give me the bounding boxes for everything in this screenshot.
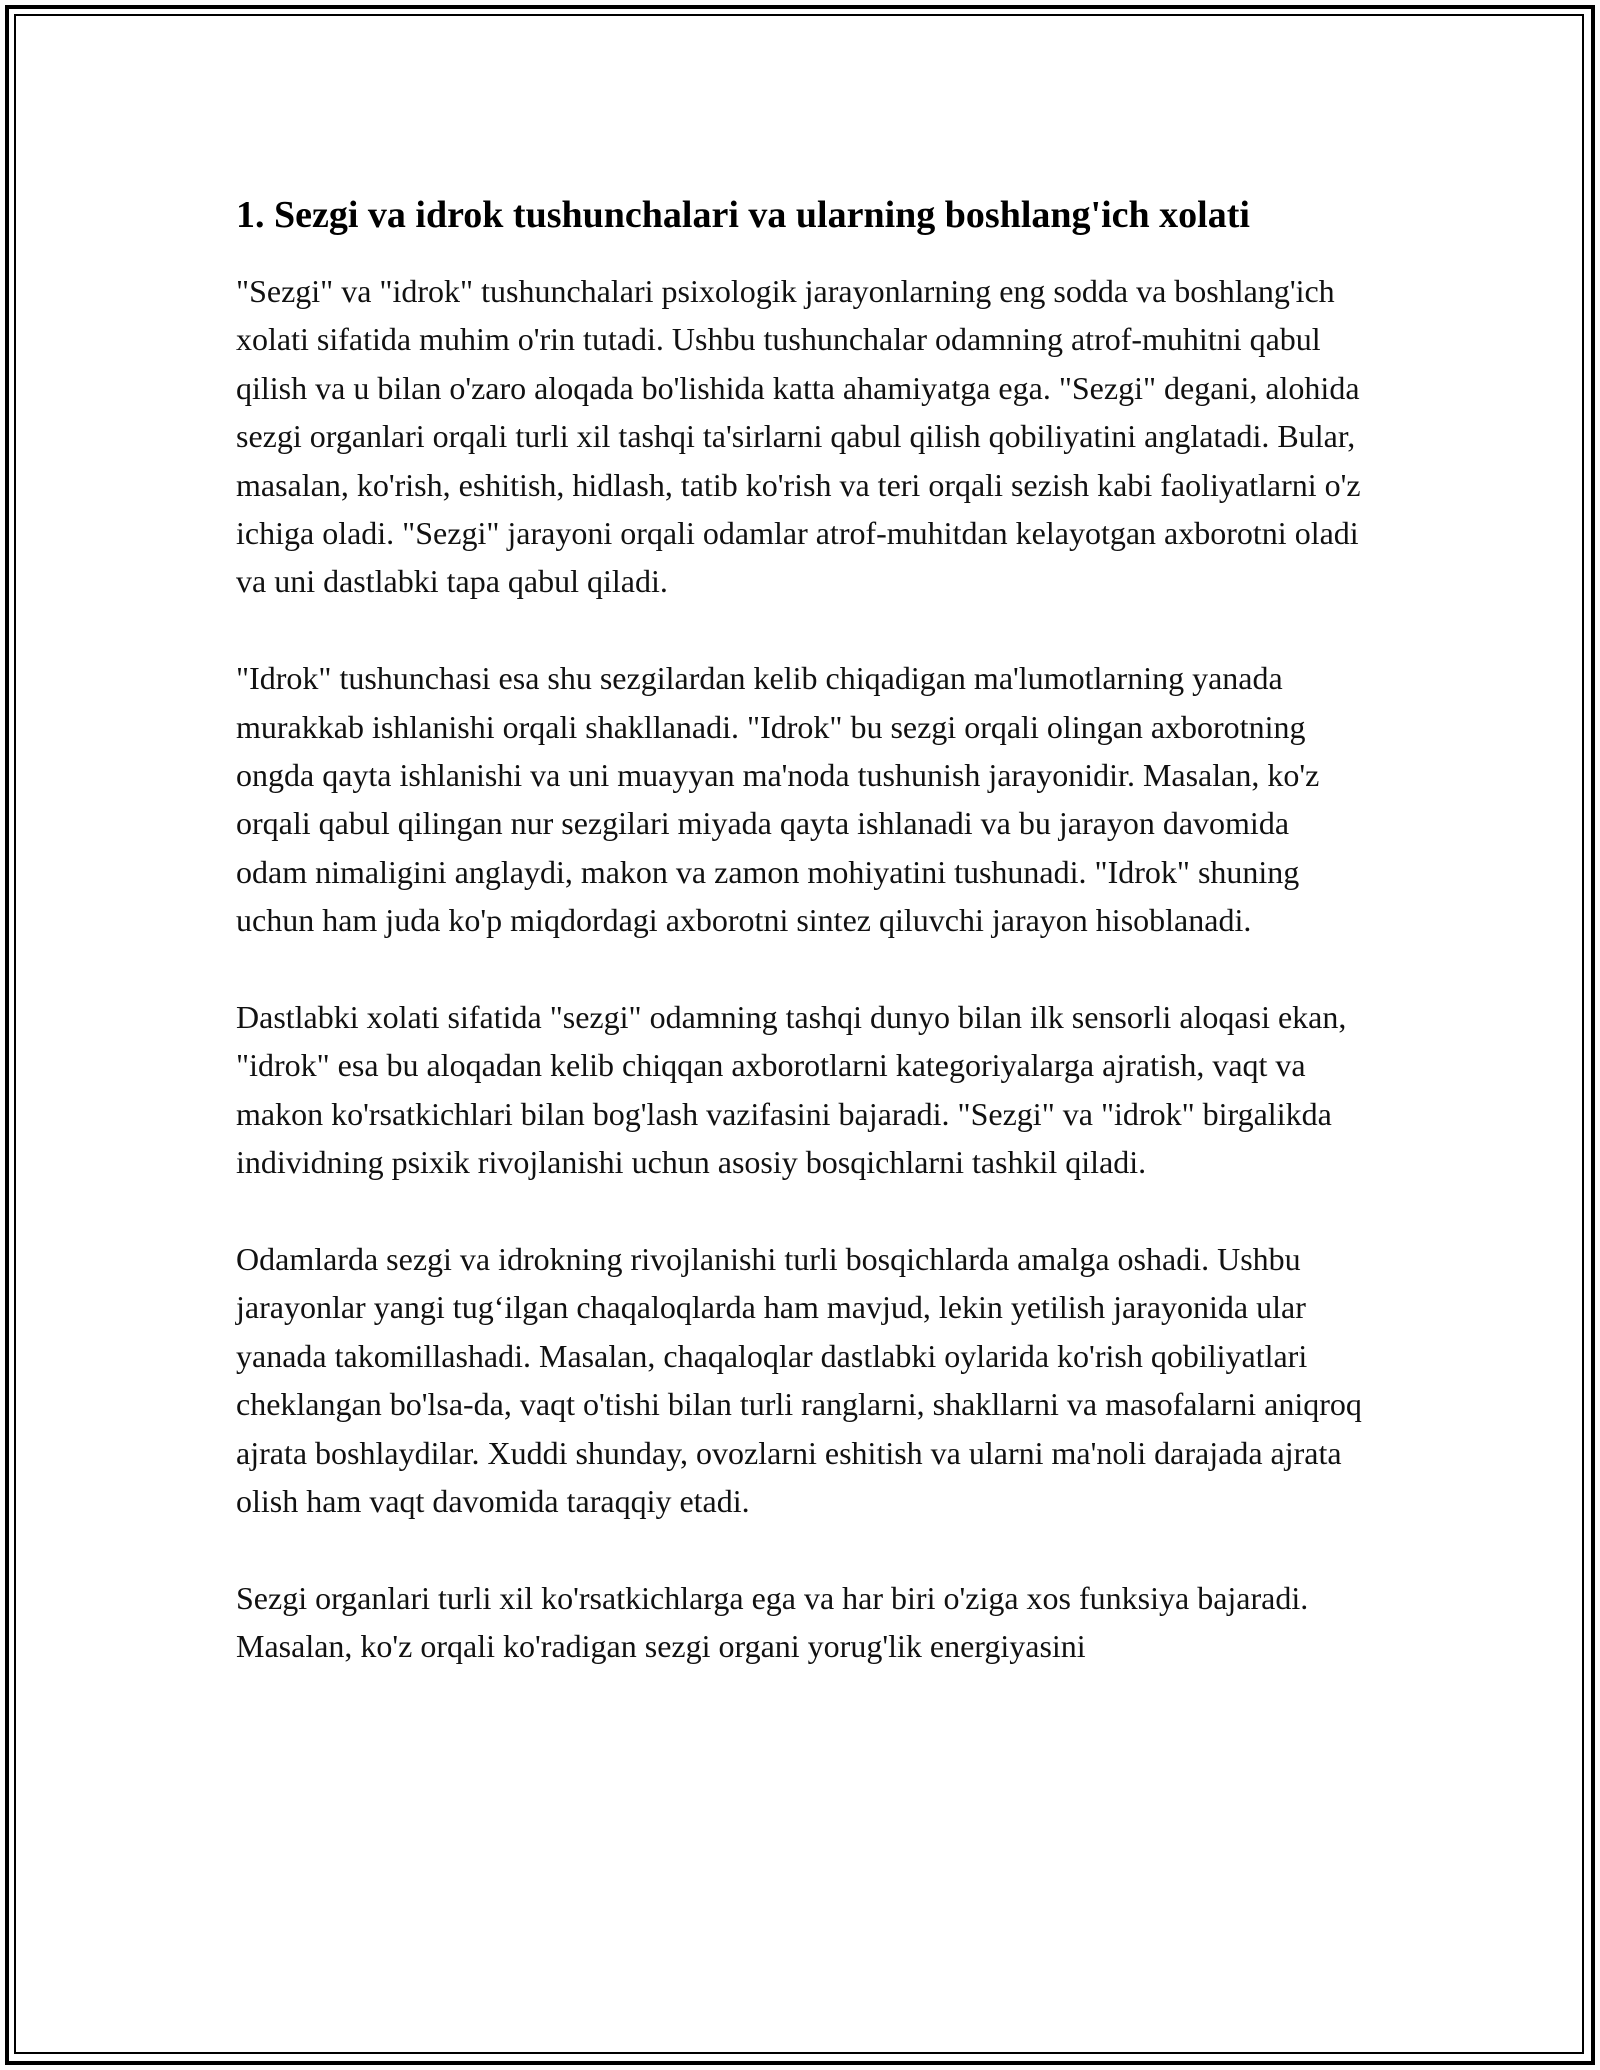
- paragraph-4: Odamlarda sezgi va idrokning rivojlanishi turli bosqichlarda amalga oshadi. Ushbu jarayonlar yangi tug‘ilgan chaqaloqlarda ham mavjud, lekin yetilish jarayonida ular yanada takomillashadi. Masalan, chaqaloqlar dastlabki oylarida ko'rish qobiliyatlari cheklangan bo'lsa-da, vaqt o'tishi bilan turli ranglarni, shakllarni va masofalarni aniqroq ajrata boshlaydilar. Xuddi shunday, ovozlarni eshitish va ularni ma'noli darajada ajrata olish ham vaqt davomida taraqqiy etadi.: [236, 1241, 1362, 1520]
- paragraph-5: Sezgi organlari turli xil ko'rsatkichlarga ega va har biri o'ziga xos funksiya bajaradi. Masalan, ko'z orqali ko'radigan sezgi organi yorug'lik energiyasini: [236, 1579, 1309, 1665]
- paragraph-1: "Sezgi" va "idrok" tushunchalari psixologik jarayonlarning eng sodda va boshlang'ich xolati sifatida muhim o'rin tutadi. Ushbu tushunchalar odamning atrof-muhitni qabul qilish va u bilan o'zaro aloqada bo'lishida katta ahamiyatga ega. "Sezgi" degani, alohida sezgi organlari orqali turli xil tashqi ta'sirlarni qabul qilish qobiliyatini anglatadi. Bular, masalan, ko'rish, eshitish, hidlash, tatib ko'rish va teri orqali sezish kabi faoliyatlarni o'z ichiga oladi. "Sezgi" jarayoni orqali odamlar atrof-muhitdan kelayotgan axborotni oladi va uni dastlabki tapa qabul qiladi.: [236, 273, 1361, 600]
- paragraph-2: "Idrok" tushunchasi esa shu sezgilardan kelib chiqadigan ma'lumotlarning yanada murakkab ishlanishi orqali shakllanadi. "Idrok" bu sezgi orqali olingan axborotning ongda qayta ishlanishi va uni muayyan ma'noda tushunish jarayonidir. Masalan, ko'z orqali qabul qilingan nur sezgilari miyada qayta ishlanadi va bu jarayon davomida odam nimaligini anglaydi, makon va zamon mohiyatini tushunadi. "Idrok" shuning uchun ham juda ko'p miqdordagi axborotni sintez qiluvchi jarayon hisoblanadi.: [236, 660, 1320, 939]
- section-title: 1. Sezgi va idrok tushunchalari va ularning boshlang'ich xolati: [236, 194, 1250, 236]
- paragraph-3: Dastlabki xolati sifatida "sezgi" odamning tashqi dunyo bilan ilk sensorli aloqasi ekan, "idrok" esa bu aloqadan kelib chiqqan axborotlarni kategoriyalarga ajratish, vaqt va makon ko'rsatkichlari bilan bog'lash vazifasini bajaradi. "Sezgi" va "idrok" birgalikda individning psixik rivojlanishi uchun asosiy bosqichlarni tashkil qiladi.: [236, 999, 1347, 1181]
- document-body: [236, 185, 1366, 1719]
